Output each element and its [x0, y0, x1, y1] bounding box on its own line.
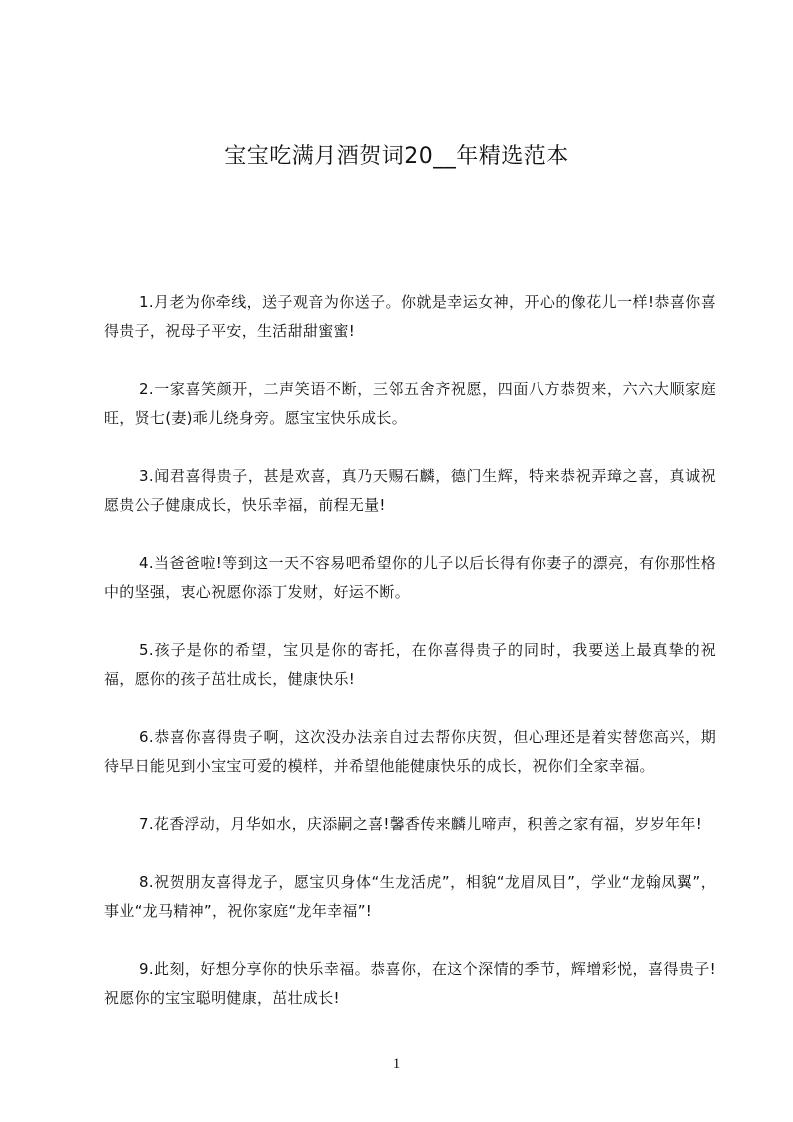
paragraph-6: 6.恭喜你喜得贵子啊，这次没办法亲自过去帮你庆贺，但心理还是着实替您高兴，期待早日能见到小宝宝可爱的模样，并希望他能健康快乐的成长，祝你们全家幸福。: [104, 728, 716, 775]
paragraph-3: 3.闻君喜得贵子，甚是欢喜，真乃天赐石麟，德门生辉，特来恭祝弄璋之喜，真诚祝愿贵公子健康成长，快乐幸福，前程无量!: [104, 467, 716, 514]
paragraph-7: 7.花香浮动，月华如水，庆添嗣之喜!馨香传来麟儿啼声，积善之家有福，岁岁年年!: [139, 815, 703, 833]
paragraph-8: 8.祝贺朋友喜得龙子，愿宝贝身体“生龙活虎”，相貌“龙眉凤目”，学业“龙翰凤翼”，事业“龙马精神”，祝你家庭“龙年幸福”!: [104, 873, 716, 920]
document-title: 宝宝吃满月酒贺词20__年精选范本: [224, 144, 569, 169]
paragraph-5: 5.孩子是你的希望，宝贝是你的寄托，在你喜得贵子的同时，我要送上最真挚的祝福，愿你的孩子茁壮成长，健康快乐!: [104, 641, 716, 688]
paragraph-4: 4.当爸爸啦!等到这一天不容易吧希望你的儿子以后长得有你妻子的漂亮，有你那性格中的坚强，衷心祝愿你添丁发财，好运不断。: [104, 554, 716, 601]
document-body: [104, 288, 716, 1042]
page-number: 1: [392, 1056, 401, 1072]
paragraph-2: 2.一家喜笑颜开，二声笑语不断，三邻五舍齐祝愿，四面八方恭贺来，六六大顺家庭旺，贤七(妻)乖儿绕身旁。愿宝宝快乐成长。: [104, 380, 716, 427]
paragraph-9: 9.此刻，好想分享你的快乐幸福。恭喜你，在这个深情的季节，辉增彩悦，喜得贵子!祝愿你的宝宝聪明健康，茁壮成长!: [104, 960, 716, 1007]
paragraph-1: 1.月老为你牵线，送子观音为你送子。你就是幸运女神，开心的像花儿一样!恭喜你喜得贵子，祝母子平安，生活甜甜蜜蜜!: [104, 293, 716, 340]
